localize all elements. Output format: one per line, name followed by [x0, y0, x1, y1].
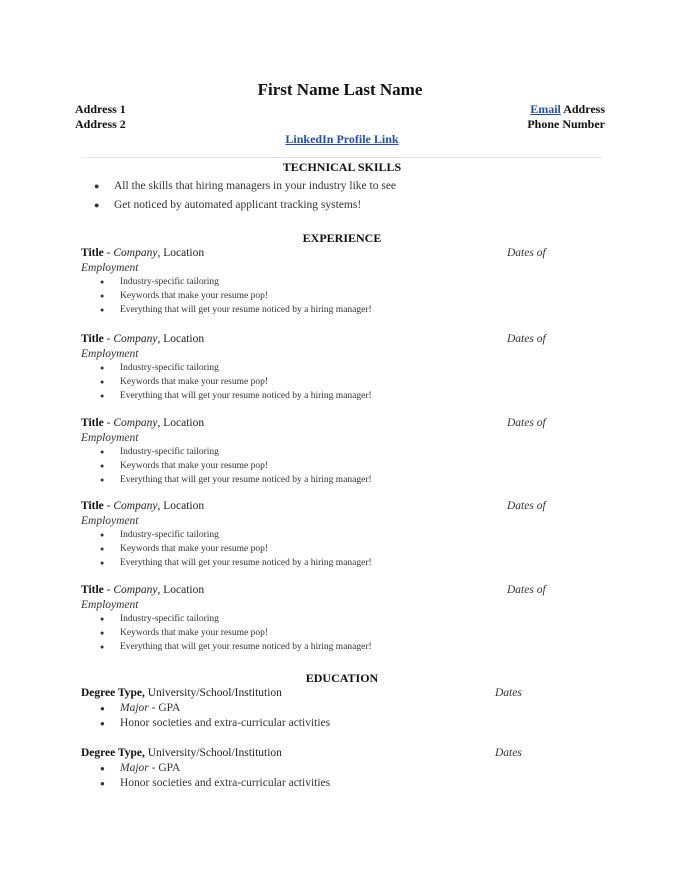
linkedin-line	[0, 132, 680, 147]
experience-entry: Title - Company, Location Dates of Employment ● Industry-specific tailoring ● Keywords that make your resume pop! ● Everything that will get your resume noticed by a hiring manager!	[81, 416, 551, 487]
institution: University/School/Institution	[144, 687, 282, 699]
list-item: ● Everything that will get your resume noticed by a hiring manager!	[100, 642, 372, 652]
email-link[interactable]: Email	[530, 102, 561, 116]
job-location: Location	[163, 584, 205, 596]
job-employment: Employment	[81, 515, 139, 527]
linkedin-link[interactable]: LinkedIn Profile Link	[285, 132, 399, 146]
bullet-icon: ●	[100, 719, 105, 728]
job-title: Title	[81, 247, 104, 259]
bullet-icon: ●	[100, 476, 105, 484]
job-company: Company	[113, 247, 158, 259]
job-title: Title	[81, 584, 104, 596]
bullet-icon: ●	[100, 448, 105, 456]
list-item	[81, 776, 551, 791]
bullet-icon: ●	[100, 392, 105, 400]
skills-list	[94, 177, 396, 215]
job-bullets	[81, 275, 551, 317]
list-item: ● All the skills that hiring managers in your industry like to see	[94, 177, 396, 196]
bullet-icon: ●	[100, 643, 105, 651]
education-bullets	[81, 701, 551, 731]
bullet-icon: ●	[100, 779, 105, 788]
education-dates: Dates	[495, 687, 522, 699]
list-item: ● Everything that will get your resume noticed by a hiring manager!	[100, 558, 372, 568]
education-dates: Dates	[495, 747, 522, 759]
experience-heading: EXPERIENCE	[302, 231, 382, 245]
list-item	[81, 761, 551, 776]
job-dates: Dates of	[507, 417, 546, 429]
job-bullets	[81, 528, 551, 570]
gpa: - GPA	[148, 702, 181, 714]
experience-entry: Title - Company, Location Dates of Employment ● Industry-specific tailoring ● Keywords that make your resume pop! ● Everything that will get your resume noticed by a hiring manager!	[81, 499, 551, 570]
list-item: ● Industry-specific tailoring	[100, 614, 219, 624]
gpa: - GPA	[148, 762, 181, 774]
job-company: Company	[113, 417, 158, 429]
bullet-icon: ●	[100, 629, 105, 637]
email-line	[527, 102, 605, 117]
education-entry	[81, 686, 551, 731]
list-item: ● Keywords that make your resume pop!	[100, 628, 269, 638]
list-item: ● Industry-specific tailoring	[100, 530, 219, 540]
bullet-icon: ●	[100, 545, 105, 553]
bullet-icon: ●	[100, 764, 105, 773]
contact-block	[527, 102, 605, 132]
education-entry	[81, 746, 551, 791]
job-title: Title	[81, 417, 104, 429]
job-company: Company	[113, 500, 158, 512]
activities: Honor societies and extra-curricular activities	[120, 717, 331, 729]
activities: Honor societies and extra-curricular activities	[120, 777, 331, 789]
education-bullets	[81, 761, 551, 791]
job-location: Location	[163, 247, 205, 259]
bullet-icon: ●	[100, 278, 105, 286]
job-title: Title	[81, 500, 104, 512]
bullet-icon: ●	[100, 292, 105, 300]
address-line-1: Address 1	[75, 102, 126, 116]
experience-entry: Title - Company, Location Dates of Employment ● Industry-specific tailoring ● Keywords that make your resume pop! ● Everything that will get your resume noticed by a hiring manager!	[81, 583, 551, 654]
job-location: Location	[163, 417, 205, 429]
list-item	[81, 716, 551, 731]
bullet-icon: ●	[94, 181, 100, 191]
list-item: ● Industry-specific tailoring	[100, 447, 219, 457]
job-company: Company	[113, 333, 158, 345]
job-bullets	[81, 445, 551, 487]
job-employment: Employment	[81, 348, 139, 360]
email-address-label: Address	[560, 102, 605, 116]
bullet-icon: ●	[100, 531, 105, 539]
bullet-icon: ●	[100, 559, 105, 567]
job-employment: Employment	[81, 262, 139, 274]
bullet-icon: ●	[100, 615, 105, 623]
list-item: ● Industry-specific tailoring	[100, 363, 219, 373]
job-company: Company	[113, 584, 158, 596]
list-item: ● Keywords that make your resume pop!	[100, 461, 269, 471]
job-dates: Dates of	[507, 584, 546, 596]
candidate-name: First Name Last Name	[257, 80, 423, 99]
job-title: Title	[81, 333, 104, 345]
major: Major	[120, 702, 149, 714]
phone-number: Phone Number	[527, 117, 605, 131]
job-employment: Employment	[81, 432, 139, 444]
job-employment: Employment	[81, 599, 139, 611]
address-line-2: Address 2	[75, 117, 126, 131]
bullet-icon: ●	[100, 378, 105, 386]
degree-type: Degree Type,	[81, 687, 145, 699]
list-item: ● Everything that will get your resume noticed by a hiring manager!	[100, 305, 372, 315]
header-divider	[82, 157, 602, 158]
institution: University/School/Institution	[144, 747, 282, 759]
list-item: ● Get noticed by automated applicant tracking systems!	[94, 196, 396, 215]
list-item	[81, 701, 551, 716]
job-location: Location	[163, 333, 205, 345]
experience-entry: Title - Company, Location Dates of Employment ● Industry-specific tailoring ● Keywords that make your resume pop! ● Everything that will get your resume noticed by a hiring manager!	[81, 246, 551, 317]
major: Major	[120, 762, 149, 774]
list-item: ● Everything that will get your resume noticed by a hiring manager!	[100, 475, 372, 485]
list-item: ● Keywords that make your resume pop!	[100, 291, 269, 301]
address-block	[75, 102, 126, 132]
list-item: ● Everything that will get your resume noticed by a hiring manager!	[100, 391, 372, 401]
job-dates: Dates of	[507, 247, 546, 259]
job-dates: Dates of	[507, 333, 546, 345]
list-item: ● Industry-specific tailoring	[100, 277, 219, 287]
list-item: ● Keywords that make your resume pop!	[100, 377, 269, 387]
bullet-icon: ●	[94, 200, 100, 210]
job-bullets	[81, 361, 551, 403]
experience-entry: Title - Company, Location Dates of Employment ● Industry-specific tailoring ● Keywords that make your resume pop! ● Everything that will get your resume noticed by a hiring manager!	[81, 332, 551, 403]
bullet-icon: ●	[100, 462, 105, 470]
bullet-icon: ●	[100, 306, 105, 314]
bullet-icon: ●	[100, 704, 105, 713]
job-location: Location	[163, 500, 205, 512]
job-dates: Dates of	[507, 500, 546, 512]
degree-type: Degree Type,	[81, 747, 145, 759]
list-item: ● Keywords that make your resume pop!	[100, 544, 269, 554]
education-heading: EDUCATION	[305, 671, 379, 685]
bullet-icon: ●	[100, 364, 105, 372]
skills-heading: TECHNICAL SKILLS	[282, 160, 402, 174]
job-bullets	[81, 612, 551, 654]
